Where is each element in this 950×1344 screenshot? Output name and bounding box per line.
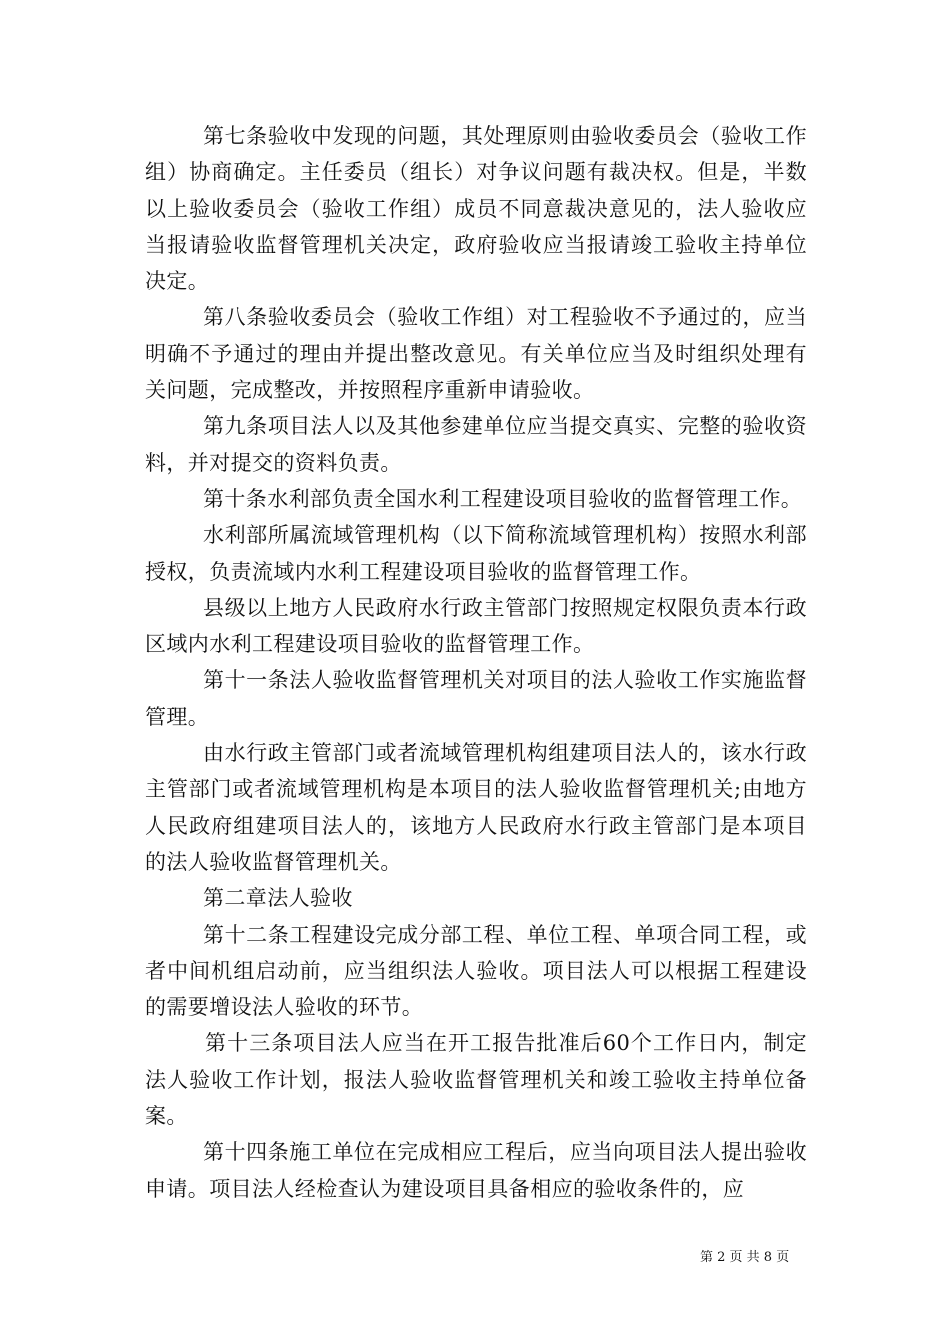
paragraph-article-13: 第十三条项目法人应当在开工报告批准后60个工作日内，制定法人验收工作计划，报法人验收监督管理机关和竣工验收主持单位备案。 xyxy=(145,1031,807,1129)
paragraph-local-authorities: 县级以上地方人民政府水行政主管部门按照规定权限负责本行政区域内水利工程建设项目验收的监督管理工作。 xyxy=(145,595,807,657)
page-number: 第 2 页 共 8 页 xyxy=(700,1250,790,1265)
paragraph-article-8: 第八条验收委员会（验收工作组）对工程验收不予通过的，应当明确不予通过的理由并提出整改意见。有关单位应当及时组织处理有关问题，完成整改，并按照程序重新申请验收。 xyxy=(145,305,807,403)
paragraph-supervisory-authority: 由水行政主管部门或者流域管理机构组建项目法人的，该水行政主管部门或者流域管理机构是本项目的法人验收监督管理机关;由地方人民政府组建项目法人的，该地方人民政府水行政主管部门是本项目的法人验收监督管理机关。 xyxy=(145,741,807,874)
paragraph-basin-agencies: 水利部所属流域管理机构（以下简称流域管理机构）按照水利部授权，负责流域内水利工程建设项目验收的监督管理工作。 xyxy=(145,523,807,584)
paragraph-article-7: 第七条验收中发现的问题，其处理原则由验收委员会（验收工作组）协商确定。主任委员（组长）对争议问题有裁决权。但是，半数以上验收委员会（验收工作组）成员不同意裁决意见的，法人验收应当报请验收监督管理机关决定，政府验收应当报请竣工验收主持单位决定。 xyxy=(145,124,807,294)
paragraph-article-10: 第十条水利部负责全国水利工程建设项目验收的监督管理工作。 xyxy=(203,486,803,511)
paragraph-article-11: 第十一条法人验收监督管理机关对项目的法人验收工作实施监督管理。 xyxy=(145,668,807,729)
paragraph-article-14: 第十四条施工单位在完成相应工程后，应当向项目法人提出验收申请。项目法人经检查认为建设项目具备相应的验收条件的，应 xyxy=(145,1140,807,1201)
paragraph-article-12: 第十二条工程建设完成分部工程、单位工程、单项合同工程，或者中间机组启动前，应当组织法人验收。项目法人可以根据工程建设的需要增设法人验收的环节。 xyxy=(145,922,807,1020)
chapter-heading: 第二章法人验收 xyxy=(203,886,353,911)
paragraph-article-9: 第九条项目法人以及其他参建单位应当提交真实、完整的验收资料，并对提交的资料负责。 xyxy=(145,414,807,475)
document-body xyxy=(145,118,807,1207)
